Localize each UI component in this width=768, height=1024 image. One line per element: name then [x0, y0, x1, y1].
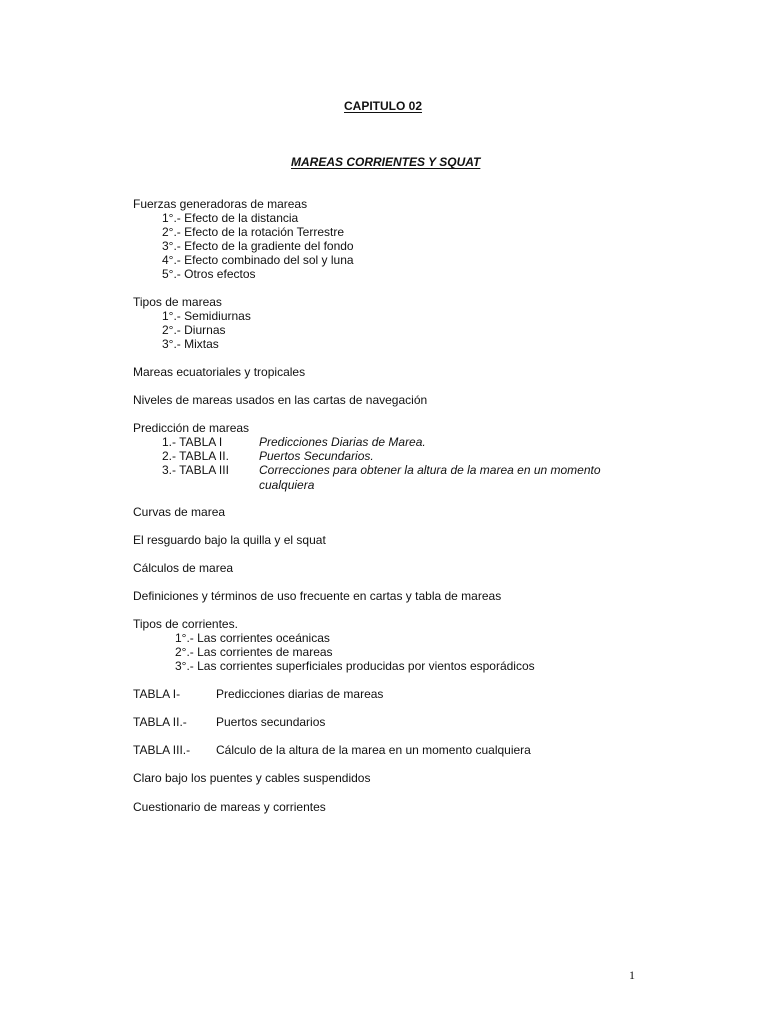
list-item: 2°.- Las corrientes de mareas	[175, 645, 333, 659]
chapter-title: CAPITULO 02	[344, 99, 423, 113]
list-item: 1°.- Semidiurnas	[162, 309, 251, 323]
list-item: 2°.- Efecto de la rotación Terrestre	[162, 225, 344, 239]
prediccion-row-desc: Predicciones Diarias de Marea.	[259, 435, 426, 449]
tabla-desc: Cálculo de la altura de la marea en un momento cualquiera	[216, 743, 531, 757]
tabla-desc: Puertos secundarios	[216, 715, 326, 729]
section-heading-fuerzas: Fuerzas generadoras de mareas	[133, 197, 308, 211]
tabla-label: TABLA I-	[133, 687, 181, 701]
prediccion-row-label: 3.- TABLA III	[162, 463, 229, 477]
section-heading-curvas: Curvas de marea	[133, 505, 226, 519]
section-heading-niveles: Niveles de mareas usados en las cartas de navegación	[133, 393, 428, 407]
section-heading-definiciones: Definiciones y términos de uso frecuente en cartas y tabla de mareas	[133, 589, 502, 603]
section-heading-claro: Claro bajo los puentes y cables suspendidos	[133, 771, 371, 785]
prediccion-row-label: 2.- TABLA II.	[162, 449, 229, 463]
section-heading-prediccion: Predicción de mareas	[133, 421, 250, 435]
tabla-label: TABLA II.-	[133, 715, 187, 729]
list-item: 4°.- Efecto combinado del sol y luna	[162, 253, 354, 267]
list-item: 1°.- Efecto de la distancia	[162, 211, 299, 225]
document-subtitle: MAREAS CORRIENTES Y SQUAT	[291, 155, 481, 169]
list-item: 3°.- Las corrientes superficiales producidas por vientos esporádicos	[175, 659, 535, 673]
list-item: 5°.- Otros efectos	[162, 267, 256, 281]
list-item: 1°.- Las corrientes oceánicas	[175, 631, 330, 645]
prediccion-row-desc: Correcciones para obtener la altura de la marea en un momento	[259, 463, 601, 477]
section-heading-tipos-mareas: Tipos de mareas	[133, 295, 222, 309]
prediccion-row-desc: Puertos Secundarios.	[259, 449, 374, 463]
tabla-label: TABLA III.-	[133, 743, 191, 757]
prediccion-row-desc-continuation: cualquiera	[259, 478, 315, 492]
section-heading-calculos: Cálculos de marea	[133, 561, 234, 575]
list-item: 3°.- Efecto de la gradiente del fondo	[162, 239, 354, 253]
section-heading-ecuatoriales: Mareas ecuatoriales y tropicales	[133, 365, 306, 379]
section-heading-cuestionario: Cuestionario de mareas y corrientes	[133, 800, 326, 814]
section-heading-resguardo: El resguardo bajo la quilla y el squat	[133, 533, 326, 547]
page-number: 1	[629, 968, 635, 982]
list-item: 2°.- Diurnas	[162, 323, 226, 337]
tabla-desc: Predicciones diarias de mareas	[216, 687, 384, 701]
prediccion-row-label: 1.- TABLA I	[162, 435, 223, 449]
list-item: 3°.- Mixtas	[162, 337, 219, 351]
section-heading-tipos-corrientes: Tipos de corrientes.	[133, 617, 238, 631]
